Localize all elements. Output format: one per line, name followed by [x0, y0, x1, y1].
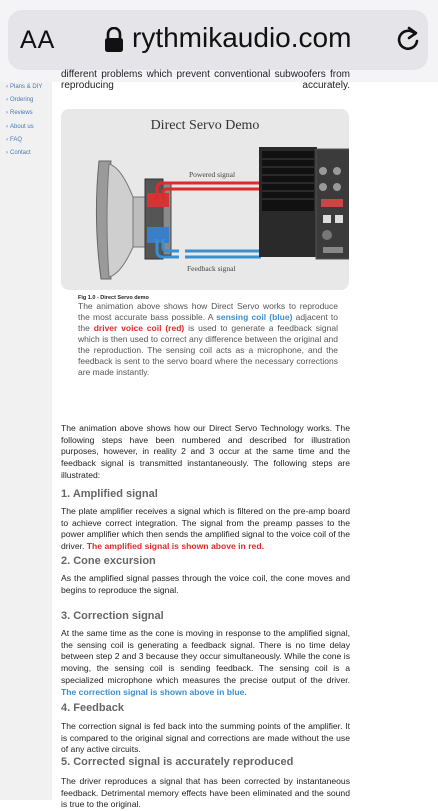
step-4-heading: 4. Feedback: [61, 702, 124, 714]
correction-signal-highlight: The correction signal is shown above in blue.: [61, 686, 247, 697]
driver-coil-highlight: driver voice coil (red): [93, 323, 185, 333]
sidebar-item-reviews[interactable]: › Reviews: [6, 108, 42, 121]
intro-text: different problems which prevent conventional subwoofers from reproducing accurately.: [61, 69, 350, 91]
sidebar-item-contact[interactable]: › Contact: [6, 148, 42, 161]
powered-signal-label: Powered signal: [189, 170, 236, 179]
desc-text: adjacent to the: [78, 312, 339, 333]
speaker-driver-icon: [96, 161, 171, 279]
overview-paragraph: The animation above shows how our Direct Servo Technology works. The following steps have been numbered and described for illustration purposes, however, in reality 2 and 3 occur at the same time and the feedback signal is transmitted instantaneously. The following steps are illustrated:: [61, 423, 350, 480]
step-2-text: As the amplified signal passes through the voice coil, the cone moves and begins to reproduce the signal.: [61, 573, 350, 595]
demo-illustration: [61, 109, 349, 290]
figure-description: [78, 301, 338, 378]
feedback-signal-wire: [157, 239, 261, 260]
feedback-signal-label: Feedback signal: [187, 264, 236, 273]
desc-text: is used to generate a feedback signal which is then used to correct any difference between the original and the reproduction. The sensing coil acts as a microphone, and the feedback is sent to the servo board where the necessary corrections are made instantly.: [78, 323, 338, 377]
text-size-button[interactable]: AA: [20, 26, 56, 54]
direct-servo-demo-image: [61, 109, 349, 290]
url-domain[interactable]: rythmikaudio.com: [132, 22, 352, 53]
step-4-text: The correction signal is fed back into the summing points of the amplifier. It is compared to the original signal and corrections are made without the use of any active circuits.: [61, 721, 350, 755]
sensing-coil-highlight: sensing coil (blue): [216, 312, 293, 322]
sidebar-item-about[interactable]: › About us: [6, 122, 42, 135]
desc-text: The animation above shows how Direct Servo works to reproduce the most accurate bass possible. A: [78, 301, 338, 322]
step-5-text: The driver reproduces a signal that has been corrected by instantaneous feedback. Detrimental memory effects have been eliminated and the sound is true to the original.: [61, 776, 350, 810]
lock-icon: [104, 27, 124, 53]
step-2-heading: 2. Cone excursion: [61, 555, 156, 567]
sidebar-nav: [0, 82, 52, 800]
step-1-heading: 1. Amplified signal: [61, 488, 158, 500]
sidebar-item-ordering[interactable]: › Ordering: [6, 95, 42, 108]
sidebar-item-faq[interactable]: › FAQ: [6, 135, 42, 148]
step-3-text: At the same time as the cone is moving in response to the amplified signal, the sensing coil is generating a feedback signal. There is no time delay between step 2 and 3 because they occur simultaneously. While the cone is moving, the sensing coil is sending feedback. The sensing coil is a specialized microphone which measures the precise output of the driver. The correction signal is shown above in blue.: [61, 628, 350, 697]
sidebar-item-plans[interactable]: › Plans & DIY: [6, 82, 42, 95]
amplified-signal-highlight: The amplified signal is shown above in red.: [86, 541, 264, 552]
powered-signal-wire: [157, 183, 261, 199]
demo-title: Direct Servo Demo: [150, 118, 260, 133]
figure-caption: Fig 1.0 - Direct Servo demo: [78, 295, 149, 301]
reload-icon[interactable]: [395, 25, 421, 53]
step-5-heading: 5. Corrected signal is accurately reproduced: [61, 756, 294, 768]
amplifier-plate-icon: [259, 147, 349, 259]
step-1-text: The plate amplifier receives a signal which is filtered on the pre-amp board to achieve correct integration. The signal from the preamp passes to the power amplifier which then sends the amplified signal to the voice coil of the driver. The amplified signal is shown above in red.: [61, 506, 350, 552]
step-3-heading: 3. Correction signal: [61, 610, 164, 622]
